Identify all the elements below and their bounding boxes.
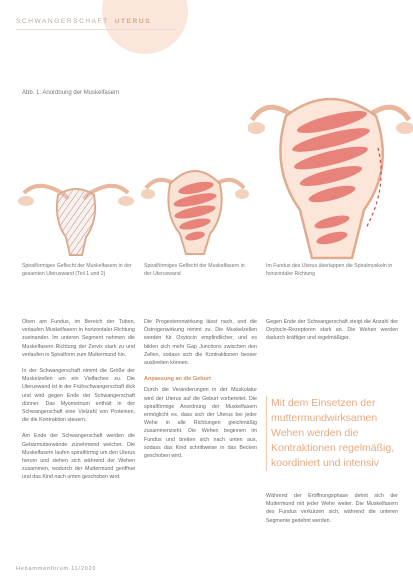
uterus-illustration-1	[16, 175, 136, 260]
figure-subcaption-1: Spiralförmiges Geflecht der Muskelfasern in der gesamten Uteruswand (Teil 1 und 2)	[22, 263, 132, 277]
left-paragraph-3: Am Ende der Schwangerschaft werden die Gebärmutterwände zunehmend weicher. Die Muskelfasern laufen spiralförmig um den Uterus herum und ziehen sich während der Wehen zusammen, wodurch der Muttermund geöffnet und das Kind nach unten geschoben wird.	[22, 433, 135, 481]
page-footer: Hebammenforum 11/2020	[16, 566, 97, 572]
pull-quote: Mit dem Einsetzen der muttermundwirksamen Wehen werden die Kontraktionen regelmäßig, koordiniert und intensiv	[266, 396, 403, 471]
left-column	[22, 318, 135, 490]
middle-paragraph-intro: Die Progesteronwirkung lässt nach, und die Östrogenwirkung nimmt zu. Die Muskelzellen werden für Oxytocin empfindlicher, und es bilden sich mehr Gap Junctions zwischen den Zellen, sodass sich die Kontraktionen besser ausbreiten können.	[144, 319, 257, 367]
left-paragraph-1: Oben am Fundus, im Bereich der Tuben, verlaufen Muskelfasern in horizontaler Richtung zueinander. Im unteren Segment nehmen die Muskelfasern Richtung der Zervix stark zu und verlaufen in Spiralform zum Muttermund hin.	[22, 319, 135, 358]
left-paragraph-2: In der Schwangerschaft nimmt die Größe der Muskelzellen um ein Vielfaches zu. Die Uteruswand ist in der Frühschwangerschaft dick und wird gegen Ende der Schwangerschaft dünner. Das Myometrium enthält in der Schwangerschaft eine Vielzahl von Proteinen, die die Kontraktion steuern.	[22, 368, 135, 424]
figure-caption: Abb. 1: Anordnung der Muskelfasern	[22, 90, 120, 96]
page-header	[16, 14, 151, 28]
middle-column	[144, 318, 257, 468]
header-section: SCHWANGERSCHAFT	[16, 17, 109, 25]
header-topic: UTERUS	[114, 17, 152, 25]
right-paragraph-body: Während der Eröffnungsphase dehnt sich der Muttermund mit jeder Wehe weiter. Die Muskelfasern des Fundus verkürzen sich, während die unteren Segmente gedehnt werden.	[266, 493, 398, 524]
uterus-illustration-2	[140, 150, 250, 260]
middle-subheading: Anpassung an die Geburt	[144, 376, 211, 383]
figure-subcaption-2: Spiralförmiges Geflecht der Muskelfasern in der Uteruswand	[144, 263, 245, 277]
middle-paragraph-body: Durch die Veränderungen in der Muskulatur wird der Uterus auf die Geburt vorbereitet. Die spiralförmige Anordnung der Muskelfasern ermöglicht es, dass sich der Uterus bei jeder Wehe in alle Richtungen gleichmäßig zusammenzieht. Die Wehen beginnen im Fundus und breiten sich nach unten aus, sodass das Kind schrittweise in das Becken geschoben wird.	[144, 387, 257, 460]
header-rule	[16, 29, 176, 30]
right-column-body	[266, 492, 398, 533]
right-paragraph-intro: Gegen Ende der Schwangerschaft steigt die Anzahl der Oxytocin-Rezeptoren stark an. Die Wehen werden dadurch kräftiger und regelmäßiger.	[266, 319, 398, 342]
figure-subcaption-3: Im Fundus des Uterus überlappen die Spiralmuskeln in horizontaler Richtung	[266, 263, 393, 277]
uterus-illustration-3	[248, 88, 413, 263]
right-column-intro	[266, 318, 398, 351]
